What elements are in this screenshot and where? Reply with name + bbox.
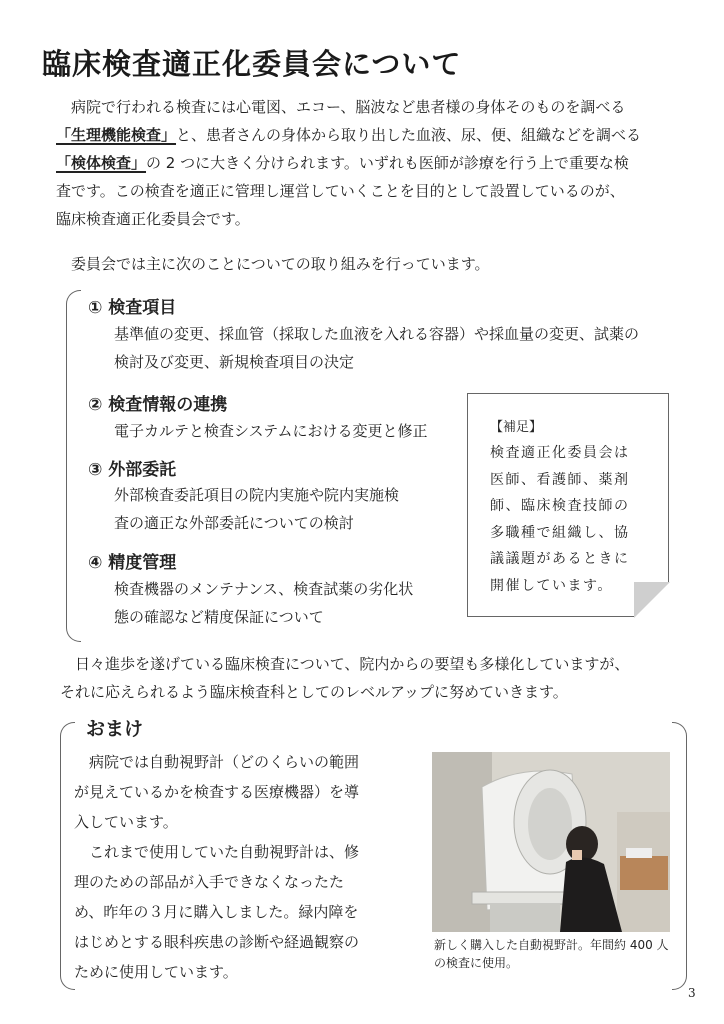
omake-line-4: これまで使用していた自動視野計は、修	[74, 843, 360, 861]
intro-line-4: 査です。この検査を適正に管理し運営していくことを目的として設置しているのが、	[56, 182, 625, 200]
note-line-2: 医師、看護師、薬剤	[490, 471, 630, 488]
caption-line-2: の検査に使用。	[434, 956, 519, 970]
keyword-specimen-test: 「検体検査」	[56, 154, 147, 172]
item-2-line-1: 電子カルテと検査システムにおける変更と修正	[114, 422, 428, 440]
omake-left-bracket	[60, 722, 75, 990]
item-4	[88, 548, 176, 573]
photo-caption	[434, 936, 684, 972]
omake-line-5: 理のための部品が入手できなくなったた	[74, 873, 345, 891]
closing-line-2: それに応えられるよう臨床検査科としてのレベルアップに努めていきます。	[60, 683, 568, 701]
item-4-line-2: 態の確認など精度保証について	[114, 608, 324, 626]
omake-line-3: 入しています。	[74, 813, 178, 831]
item-3	[88, 455, 176, 480]
omake-body	[74, 747, 424, 987]
omake-line-6: め、昨年の３月に購入しました。緑内障を	[74, 903, 359, 921]
note-line-1: 検査適正化委員会は	[490, 445, 630, 461]
item-1	[88, 293, 176, 318]
intro-line-2	[56, 121, 688, 149]
perimeter-photo	[432, 752, 670, 932]
intro-paragraph	[56, 93, 688, 233]
item-2	[88, 390, 227, 415]
closing-paragraph	[60, 650, 692, 706]
keyword-physiological-test: 「生理機能検査」	[56, 126, 177, 144]
page-title: 臨床検査適正化委員会について	[42, 47, 462, 81]
item-3-body	[114, 481, 399, 537]
page-curl-decoration	[634, 582, 670, 618]
intro-line-3	[56, 149, 688, 177]
omake-line-2: が見えているかを検査する医療機器）を導	[74, 783, 360, 801]
item-4-heading: ④ 精度管理	[88, 553, 177, 573]
item-2-heading: ② 検査情報の連携	[88, 395, 228, 415]
items-bracket	[66, 290, 81, 642]
note-line-4: 多職種で組織し、協	[490, 524, 630, 541]
item-1-line-2: 検討及び変更、新規検査項目の決定	[114, 353, 355, 371]
note-body	[490, 440, 660, 599]
omake-line-8: ために使用しています。	[74, 963, 238, 981]
item-1-line-1: 基準値の変更、採血管（採取した血液を入れる容器）や採血量の変更、試薬の	[114, 325, 640, 343]
item-4-line-1: 検査機器のメンテナンス、検査試薬の劣化状	[114, 580, 414, 598]
note-line-5: 議議題があるときに	[490, 551, 630, 567]
closing-line-1: 日々進歩を遂げている臨床検査について、院内からの要望も多様化していますが、	[60, 655, 630, 673]
item-4-body	[114, 575, 413, 631]
supplement-note	[467, 393, 669, 617]
intro-line-1: 病院で行われる検査には心電図、エコー、脳波など患者様の身体そのものを調べる	[56, 98, 626, 116]
item-3-line-2: 査の適正な外部委託についての検討	[114, 514, 354, 532]
item-3-heading: ③ 外部委託	[88, 460, 177, 480]
note-title: 【補足】	[490, 420, 543, 435]
caption-line-1: 新しく購入した自動視野計。年間約 400 人	[434, 938, 669, 952]
perimeter-photo-illustration	[432, 752, 670, 932]
item-3-line-1: 外部検査委託項目の院内実施や院内実施検	[114, 486, 400, 504]
note-line-3: 師、臨床検査技師の	[490, 498, 630, 514]
omake-title: おまけ	[86, 718, 144, 740]
omake-line-1: 病院では自動視野計（どのくらいの範囲	[74, 753, 360, 771]
page-number: 3	[688, 986, 696, 1000]
intro-line-3-text: の 2 つに大きく分けられます。いずれも医師が診療を行う上で重要な検	[146, 154, 629, 172]
lead-text: 委員会では主に次のことについての取り組みを行っています。	[56, 255, 490, 273]
intro-line-5: 臨床検査適正化委員会です。	[56, 210, 250, 228]
item-2-body	[114, 417, 428, 445]
note-line-6: 開催しています。	[490, 577, 613, 594]
omake-line-7: はじめとする眼科疾患の診断や経過観察の	[74, 933, 360, 951]
intro-line-2-text: と、患者さんの身体から取り出した血液、尿、便、組織などを調べる	[176, 126, 642, 144]
item-1-body	[114, 320, 639, 376]
item-1-heading: ① 検査項目	[88, 298, 177, 318]
